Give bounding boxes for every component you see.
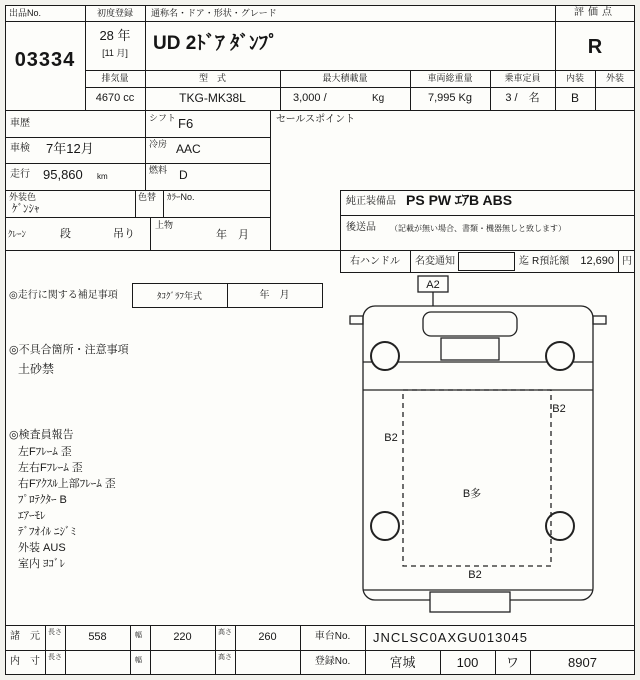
inspector-item: 左右Fﾌﾚｰﾑ 歪 [18,462,83,474]
inspector-item: ﾌﾟﾛﾃｸﾀｰ B [18,494,67,506]
fuel-label: 燃料 [149,165,168,175]
shift-label: シフト [149,113,177,123]
crane-step-label: 段 [60,228,71,240]
displacement-label: 排気量 [101,73,129,83]
genuine-equipment-value: PS PW ｴｱB ABS [406,192,513,208]
tailgate [430,592,510,612]
seating-capacity-value: 3 / 名 [505,92,540,104]
inspector-item: 左Fﾌﾚｰﾑ 歪 [18,446,72,458]
max-payload-value: 3,000 / [293,92,327,104]
wheel-front-left [371,342,399,370]
cargo-bed-outline [403,390,551,566]
inspector-item: 室内 ﾖｺﾞﾚ [18,558,66,570]
wheel-rear-left [371,512,399,540]
ac-value: AAC [176,142,201,156]
model-code-label: 型 式 [198,73,226,83]
interior-grade-label: 内装 [565,73,584,83]
length-value: 558 [88,631,107,643]
deposit-label: R預託額 [532,256,570,267]
first-registration-label: 初度登録 [96,8,133,18]
mileage-value: 95,860 [43,167,83,182]
repaint-label: 色替 [138,192,157,202]
name-change-label: 名変通知 [415,256,455,267]
max-payload-label: 最大積載量 [322,73,368,83]
registration-number: 8907 [568,655,597,670]
fuel-value: D [179,168,188,182]
chassis-number-label: 車台No. [314,631,351,642]
inspection-value: 7年12月 [46,141,94,156]
shift-value: F6 [178,116,194,131]
ac-label: 冷房 [149,139,168,149]
crane-label: ｸﾚｰﾝ [8,229,27,239]
diagram-mark-b-many: B多 [462,488,482,500]
mileage-unit: km [97,172,108,181]
height-label: 高さ [218,629,232,636]
defect-item: 土砂禁 [18,362,55,376]
wheel-rear-right [546,512,574,540]
mileage-note-title: ◎走行に関する補足事項 [9,290,118,301]
mileage-label: 走行 [10,169,30,180]
exterior-color-value: ｹﾞﾝｼｬ [12,203,40,215]
registration-class: 100 [456,655,479,670]
body-equipment-value: 年 月 [216,229,249,241]
inspector-item: ﾃﾞﾌｵｲﾙ ﾆｼﾞﾐ [18,526,77,538]
inspector-item: 右Fｱｸｽﾙ上部ﾌﾚｰﾑ 歪 [18,478,116,490]
lot-number: 03334 [14,49,76,71]
vehicle-name-label: 通称名・ドア・形状・グレード [151,8,277,18]
steering-side-label: 右ハンドル [350,256,400,267]
width-label: 幅 [135,632,142,639]
sales-point-label: セールスポイント [276,114,356,125]
exterior-grade-label: 外装 [605,73,624,83]
inspector-item: 外装 AUS [18,542,66,554]
length-label: 長さ [48,654,62,661]
mirror-right [593,316,606,324]
crane-hoist-label: 吊り [113,228,135,240]
registration-kana: ワ [505,655,519,670]
later-items-note: （記載が無い場合、書類・機器無しと致します） [390,224,566,233]
spec-row-label: 諸 元 [10,631,40,642]
inner-dims-row-label: 内 寸 [10,656,40,667]
first-registration-year: 28 年 [99,28,131,43]
later-items-label: 後送品 [346,222,376,233]
diagram-mark-a2: A2 [426,279,440,291]
length-label: 長さ [48,629,62,636]
history-label: 車歴 [10,118,30,129]
first-registration-month: [11 月] [102,48,128,58]
genuine-equipment-label: 純正装備品 [346,196,396,207]
tachograph-value: 年 月 [259,290,290,301]
chassis-number-value: JNCLSC0AXGU013045 [373,630,529,645]
defect-title: ◎不具合箇所・注意事項 [9,344,129,356]
grade-label: 評価点 [574,7,616,18]
max-payload-unit: Kg [372,93,385,104]
gross-weight-label: 車両総重量 [427,73,473,83]
inspection-label: 車検 [10,143,30,154]
width-value: 220 [173,631,192,643]
inspector-item: ｴｱｰﾓﾚ [18,510,46,522]
vehicle-diagram [345,272,630,620]
tachograph-label: ﾀｺｸﾞﾗﾌ年式 [156,291,202,301]
exterior-color-label: 外装色 [9,192,37,202]
vehicle-name-value: UD 2ﾄﾞｱ ﾀﾞﾝﾌﾟ [153,33,278,54]
interior-grade-value: B [570,91,579,105]
height-value: 260 [258,631,277,643]
registration-area: 宮城 [389,655,416,670]
diagram-mark-b2-left: B2 [384,432,398,444]
wheel-front-right [546,342,574,370]
color-number-label: ｶﾗｰNo. [167,192,195,202]
model-code-value: TKG-MK38L [179,91,246,105]
until-label: 迄 [519,256,529,267]
mirror-left [350,316,363,324]
inspector-report-title: ◎検査員報告 [9,429,74,441]
registration-number-label: 登録No. [314,656,351,667]
windshield [423,312,517,336]
lot-number-label: 出品No. [9,8,42,18]
diagram-mark-b2-right: B2 [552,403,566,415]
gross-weight-value: 7,995 Kg [427,92,473,104]
diagram-mark-b2-bottom: B2 [468,569,482,581]
height-label: 高さ [218,654,232,661]
seating-capacity-label: 乗車定員 [504,73,541,83]
deposit-value: 12,690 [580,255,614,267]
grade-value: R [587,36,603,58]
displacement-value: 4670 cc [95,92,135,104]
yen-label: 円 [622,256,632,267]
cab-roof-panel [441,338,499,360]
width-label: 幅 [135,657,142,664]
body-equipment-label: 上物 [155,220,174,230]
